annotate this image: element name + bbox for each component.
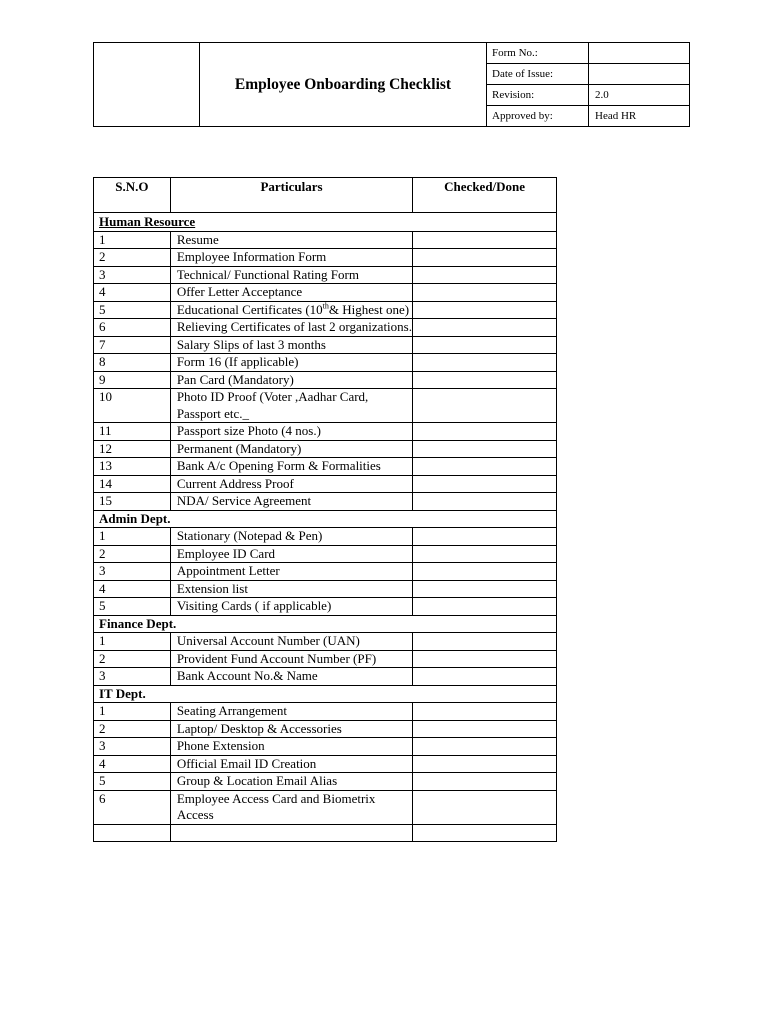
checked-done-cell[interactable]: [413, 336, 557, 354]
item-number: 3: [94, 668, 171, 686]
checked-done-cell[interactable]: [413, 633, 557, 651]
item-number: 4: [94, 284, 171, 302]
table-row: [94, 703, 557, 721]
section-heading: [94, 615, 557, 633]
table-row: [94, 423, 557, 441]
item-particular: Passport size Photo (4 nos.): [170, 423, 412, 441]
table-header-row: [94, 178, 557, 213]
table-row: [94, 354, 557, 372]
onboarding-checklist-table: [93, 177, 557, 842]
item-number: 2: [94, 249, 171, 267]
checked-done-cell[interactable]: [413, 284, 557, 302]
checked-done-cell[interactable]: [413, 650, 557, 668]
item-text-superscript: th: [322, 301, 329, 311]
checked-done-cell[interactable]: [413, 598, 557, 616]
item-particular: Resume: [170, 231, 412, 249]
item-particular: Photo ID Proof (Voter ,Aadhar Card, Passport etc._: [170, 389, 412, 423]
section-row: [94, 510, 557, 528]
item-number: 4: [94, 755, 171, 773]
item-particular: Official Email ID Creation: [170, 755, 412, 773]
date-of-issue-value: [589, 64, 690, 85]
table-row: [94, 319, 557, 337]
item-number: 13: [94, 458, 171, 476]
table-row: [94, 475, 557, 493]
checked-done-cell[interactable]: [413, 440, 557, 458]
checked-done-cell[interactable]: [413, 563, 557, 581]
checked-done-cell[interactable]: [413, 580, 557, 598]
checked-done-cell[interactable]: [413, 528, 557, 546]
section-row: [94, 213, 557, 232]
item-number: 10: [94, 389, 171, 423]
item-particular: Bank A/c Opening Form & Formalities: [170, 458, 412, 476]
table-row: [94, 440, 557, 458]
item-text-part: Educational Certificates (10: [176, 301, 323, 317]
table-row: [94, 458, 557, 476]
table-row: [94, 650, 557, 668]
checked-done-cell[interactable]: [413, 458, 557, 476]
section-row: [94, 685, 557, 703]
table-row: [94, 389, 557, 423]
item-particular: Seating Arrangement: [170, 703, 412, 721]
item-number: 2: [94, 650, 171, 668]
checked-done-cell[interactable]: [413, 319, 557, 337]
table-row: [94, 284, 557, 302]
item-particular: Relieving Certificates of last 2 organizations.: [170, 319, 412, 337]
section-heading: [94, 510, 557, 528]
section-heading-label: Admin Dept.: [99, 510, 171, 526]
item-number: 1: [94, 633, 171, 651]
blank-cell[interactable]: [170, 824, 412, 841]
item-particular: Form 16 (If applicable): [170, 354, 412, 372]
item-number: 11: [94, 423, 171, 441]
section-heading: [94, 685, 557, 703]
table-row: [94, 790, 557, 824]
item-number: 14: [94, 475, 171, 493]
revision-value: 2.0: [589, 85, 690, 106]
approved-by-label: Approved by:: [487, 106, 589, 127]
table-row: [94, 563, 557, 581]
item-particular: NDA/ Service Agreement: [170, 493, 412, 511]
table-row: [94, 545, 557, 563]
item-particular: Group & Location Email Alias: [170, 773, 412, 791]
form-no-value: [589, 43, 690, 64]
item-number: 3: [94, 738, 171, 756]
section-heading-label: IT Dept.: [99, 685, 146, 701]
table-row: [94, 755, 557, 773]
form-no-label: Form No.:: [487, 43, 589, 64]
checked-done-cell[interactable]: [413, 755, 557, 773]
table-row: [94, 301, 557, 319]
particulars-column-header: Particulars: [170, 178, 412, 213]
blank-cell[interactable]: [94, 824, 171, 841]
item-particular: Bank Account No.& Name: [170, 668, 412, 686]
item-number: 6: [94, 319, 171, 337]
item-number: 9: [94, 371, 171, 389]
table-row: [94, 580, 557, 598]
table-row: [94, 633, 557, 651]
item-particular: Technical/ Functional Rating Form: [170, 266, 412, 284]
item-particular: Visiting Cards ( if applicable): [170, 598, 412, 616]
table-row: [94, 266, 557, 284]
item-particular: Pan Card (Mandatory): [170, 371, 412, 389]
table-row: [94, 336, 557, 354]
section-heading-label: Finance Dept.: [99, 615, 177, 631]
item-number: 5: [94, 773, 171, 791]
checked-done-cell[interactable]: [413, 249, 557, 267]
item-particular: Extension list: [170, 580, 412, 598]
checked-done-cell[interactable]: [413, 493, 557, 511]
table-row: [94, 371, 557, 389]
table-row: [94, 493, 557, 511]
checked-done-cell[interactable]: [413, 301, 557, 319]
table-row: [94, 773, 557, 791]
item-text-part: & Highest one): [328, 301, 410, 317]
item-particular: Laptop/ Desktop & Accessories: [170, 720, 412, 738]
item-number: 4: [94, 580, 171, 598]
table-row: [94, 668, 557, 686]
checked-done-cell[interactable]: [413, 371, 557, 389]
item-particular: Stationary (Notepad & Pen): [170, 528, 412, 546]
checked-done-cell[interactable]: [413, 475, 557, 493]
item-number: 1: [94, 528, 171, 546]
checked-done-cell[interactable]: [413, 423, 557, 441]
item-number: 5: [94, 301, 171, 319]
item-number: 3: [94, 563, 171, 581]
item-number: 15: [94, 493, 171, 511]
checked-done-cell[interactable]: [413, 545, 557, 563]
document-header: [93, 42, 690, 127]
approved-by-value: Head HR: [589, 106, 690, 127]
checked-done-cell[interactable]: [413, 790, 557, 824]
item-particular: [170, 301, 412, 319]
checked-column-header: Checked/Done: [413, 178, 557, 213]
table-row: [94, 720, 557, 738]
item-particular: Provident Fund Account Number (PF): [170, 650, 412, 668]
sno-column-header: S.N.O: [94, 178, 171, 213]
checked-done-cell[interactable]: [413, 231, 557, 249]
checked-done-cell[interactable]: [413, 773, 557, 791]
checked-done-cell[interactable]: [413, 703, 557, 721]
item-number: 2: [94, 545, 171, 563]
logo-cell: [94, 43, 200, 127]
checked-done-cell[interactable]: [413, 266, 557, 284]
table-row: [94, 528, 557, 546]
item-number: 3: [94, 266, 171, 284]
item-number: 6: [94, 790, 171, 824]
date-of-issue-label: Date of Issue:: [487, 64, 589, 85]
item-particular: Universal Account Number (UAN): [170, 633, 412, 651]
item-number: 12: [94, 440, 171, 458]
revision-label: Revision:: [487, 85, 589, 106]
section-heading: [94, 213, 557, 232]
checked-done-cell[interactable]: [413, 738, 557, 756]
item-particular: Current Address Proof: [170, 475, 412, 493]
checked-done-cell[interactable]: [413, 668, 557, 686]
checked-done-cell[interactable]: [413, 354, 557, 372]
item-particular: Permanent (Mandatory): [170, 440, 412, 458]
table-row: [94, 598, 557, 616]
section-heading-label: Human Resource: [99, 214, 196, 229]
item-particular: Salary Slips of last 3 months: [170, 336, 412, 354]
checked-done-cell[interactable]: [413, 389, 557, 423]
item-particular: Offer Letter Acceptance: [170, 284, 412, 302]
item-particular: Employee ID Card: [170, 545, 412, 563]
blank-row: [94, 824, 557, 841]
item-number: 2: [94, 720, 171, 738]
table-row: [94, 231, 557, 249]
blank-cell[interactable]: [413, 824, 557, 841]
section-row: [94, 615, 557, 633]
item-particular: Phone Extension: [170, 738, 412, 756]
item-number: 1: [94, 703, 171, 721]
item-particular: Appointment Letter: [170, 563, 412, 581]
item-number: 8: [94, 354, 171, 372]
table-row: [94, 249, 557, 267]
item-particular: Employee Access Card and Biometrix Access: [170, 790, 412, 824]
document-title: Employee Onboarding Checklist: [200, 43, 487, 127]
table-row: [94, 738, 557, 756]
item-number: 7: [94, 336, 171, 354]
checked-done-cell[interactable]: [413, 720, 557, 738]
item-number: 1: [94, 231, 171, 249]
item-number: 5: [94, 598, 171, 616]
item-particular: Employee Information Form: [170, 249, 412, 267]
